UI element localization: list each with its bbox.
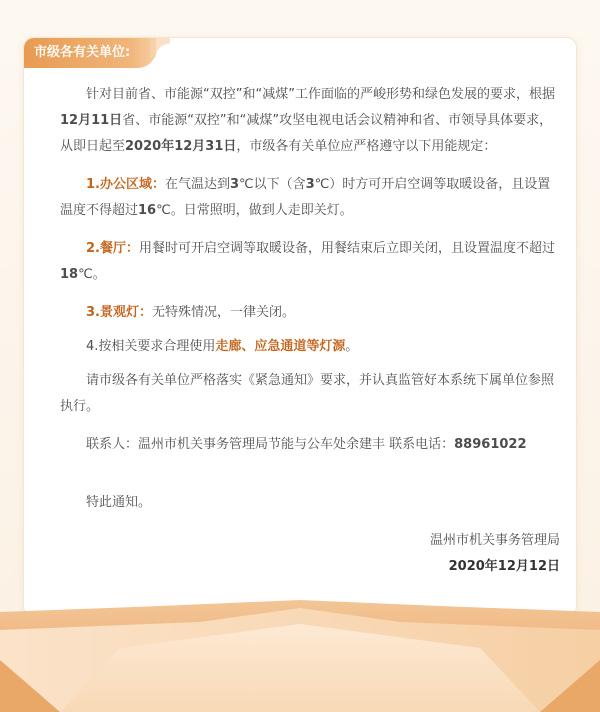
intro-date-1: 12月11日 xyxy=(60,113,123,128)
tab-decoration xyxy=(150,38,170,58)
recipient-label: 市级各有关单位: xyxy=(34,45,131,60)
contact-line: 联系人：温州市机关事务管理局节能与公车处余建丰 联系电话：88961022 xyxy=(86,437,527,452)
rule-lighting: 4.按相关要求合理使用走廊、应急通道等灯源。 xyxy=(86,339,359,354)
recipient-tab xyxy=(24,38,156,68)
rule-canteen-heading: 2.餐厅： xyxy=(86,241,139,256)
rule-canteen: 2.餐厅：用餐时可开启空调等取暖设备，用餐结束后立即关闭，且设置温度不超过18℃。 xyxy=(60,241,555,282)
intro-date-2: 2020年12月31日 xyxy=(125,139,237,154)
contact-phone: 88961022 xyxy=(454,437,527,452)
notice-body xyxy=(60,82,560,580)
intro-paragraph: 针对目前省、市能源“双控”和“减煤”工作面临的严峻形势和绿色发展的要求，根据12月11日省、市能源“双控”和“减煤”攻坚电视电话会议精神和省、市领导具体要求，从即日起至2020年12月31日，市级各有关单位应严格遵守以下用能规定： xyxy=(60,87,555,154)
signature-org: 温州市机关事务管理局 xyxy=(429,533,560,548)
closing-line: 特此通知。 xyxy=(86,495,152,510)
rule-landscape-heading: 3.景观灯： xyxy=(86,305,152,320)
signature-date: 2020年12月12日 xyxy=(448,559,560,574)
rule-office: 1.办公区域：在气温达到3℃以下（含3℃）时方可开启空调等取暖设备，且设置温度不得超过16℃。日常照明，做到人走即关灯。 xyxy=(60,177,551,218)
decorative-footer xyxy=(0,600,600,712)
rule-lighting-highlight: 走廊、应急通道等灯源 xyxy=(215,339,346,354)
rule-landscape-lights: 3.景观灯：无特殊情况，一律关闭。 xyxy=(86,305,295,320)
request-paragraph: 请市级各有关单位严格落实《紧急通知》要求，并认真监管好本系统下属单位参照执行。 xyxy=(60,373,555,414)
rule-office-heading: 1.办公区域： xyxy=(86,177,165,192)
